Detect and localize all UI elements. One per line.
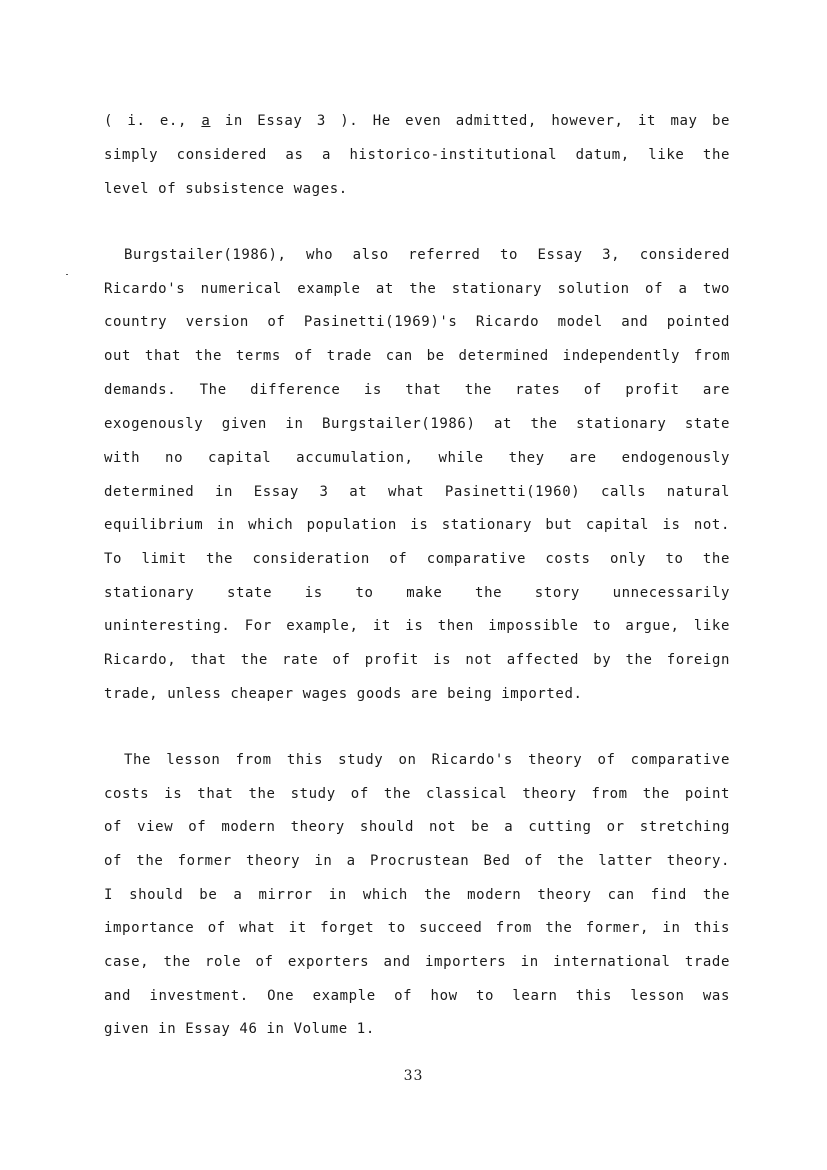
text-segment: ( i. e.,	[104, 113, 202, 129]
text-line: Ricardo's numerical example at the stationary solution of a two	[104, 281, 730, 297]
text-line: with no capital accumulation, while they are endogenously	[104, 450, 730, 466]
text-line: trade, unless cheaper wages goods are being imported.	[104, 686, 583, 702]
text-line: and investment. One example of how to learn this lesson was	[104, 988, 730, 1004]
text-line: level of subsistence wages.	[104, 181, 348, 197]
text-line: out that the terms of trade can be determined independently from	[104, 348, 730, 364]
text-line: of view of modern theory should not be a cutting or stretching	[104, 819, 730, 835]
text-line: uninteresting. For example, it is then impossible to argue, like	[104, 618, 730, 634]
text-line: I should be a mirror in which the modern theory can find the	[104, 887, 730, 903]
text-line: To limit the consideration of comparative costs only to the	[104, 551, 730, 567]
text-segment: in Essay 3 ). He even admitted, however, it may be	[210, 113, 730, 129]
text-line: The lesson from this study on Ricardo's theory of comparative	[124, 752, 730, 768]
text-line: given in Essay 46 in Volume 1.	[104, 1021, 375, 1037]
text-line: stationary state is to make the story unnecessarily	[104, 585, 730, 601]
text-line: simply considered as a historico-institutional datum, like the	[104, 147, 730, 163]
text-line: case, the role of exporters and importers in international trade	[104, 954, 730, 970]
text-line: equilibrium in which population is stationary but capital is not.	[104, 517, 730, 533]
text-line	[104, 110, 730, 132]
text-line: determined in Essay 3 at what Pasinetti(1960) calls natural	[104, 484, 730, 500]
text-line: of the former theory in a Procrustean Bed of the latter theory.	[104, 853, 730, 869]
text-line: demands. The difference is that the rates of profit are	[104, 382, 730, 398]
text-line: Burgstailer(1986), who also referred to Essay 3, considered	[124, 247, 730, 263]
text-line: exogenously given in Burgstailer(1986) at the stationary state	[104, 416, 730, 432]
page-number: 33	[403, 1068, 424, 1084]
scan-speck	[66, 274, 68, 275]
underlined-variable: a	[201, 113, 211, 129]
text-line: Ricardo, that the rate of profit is not affected by the foreign	[104, 652, 730, 668]
text-line: costs is that the study of the classical theory from the point	[104, 786, 730, 802]
text-line: country version of Pasinetti(1969)'s Ricardo model and pointed	[104, 314, 730, 330]
text-line: importance of what it forget to succeed from the former, in this	[104, 920, 730, 936]
